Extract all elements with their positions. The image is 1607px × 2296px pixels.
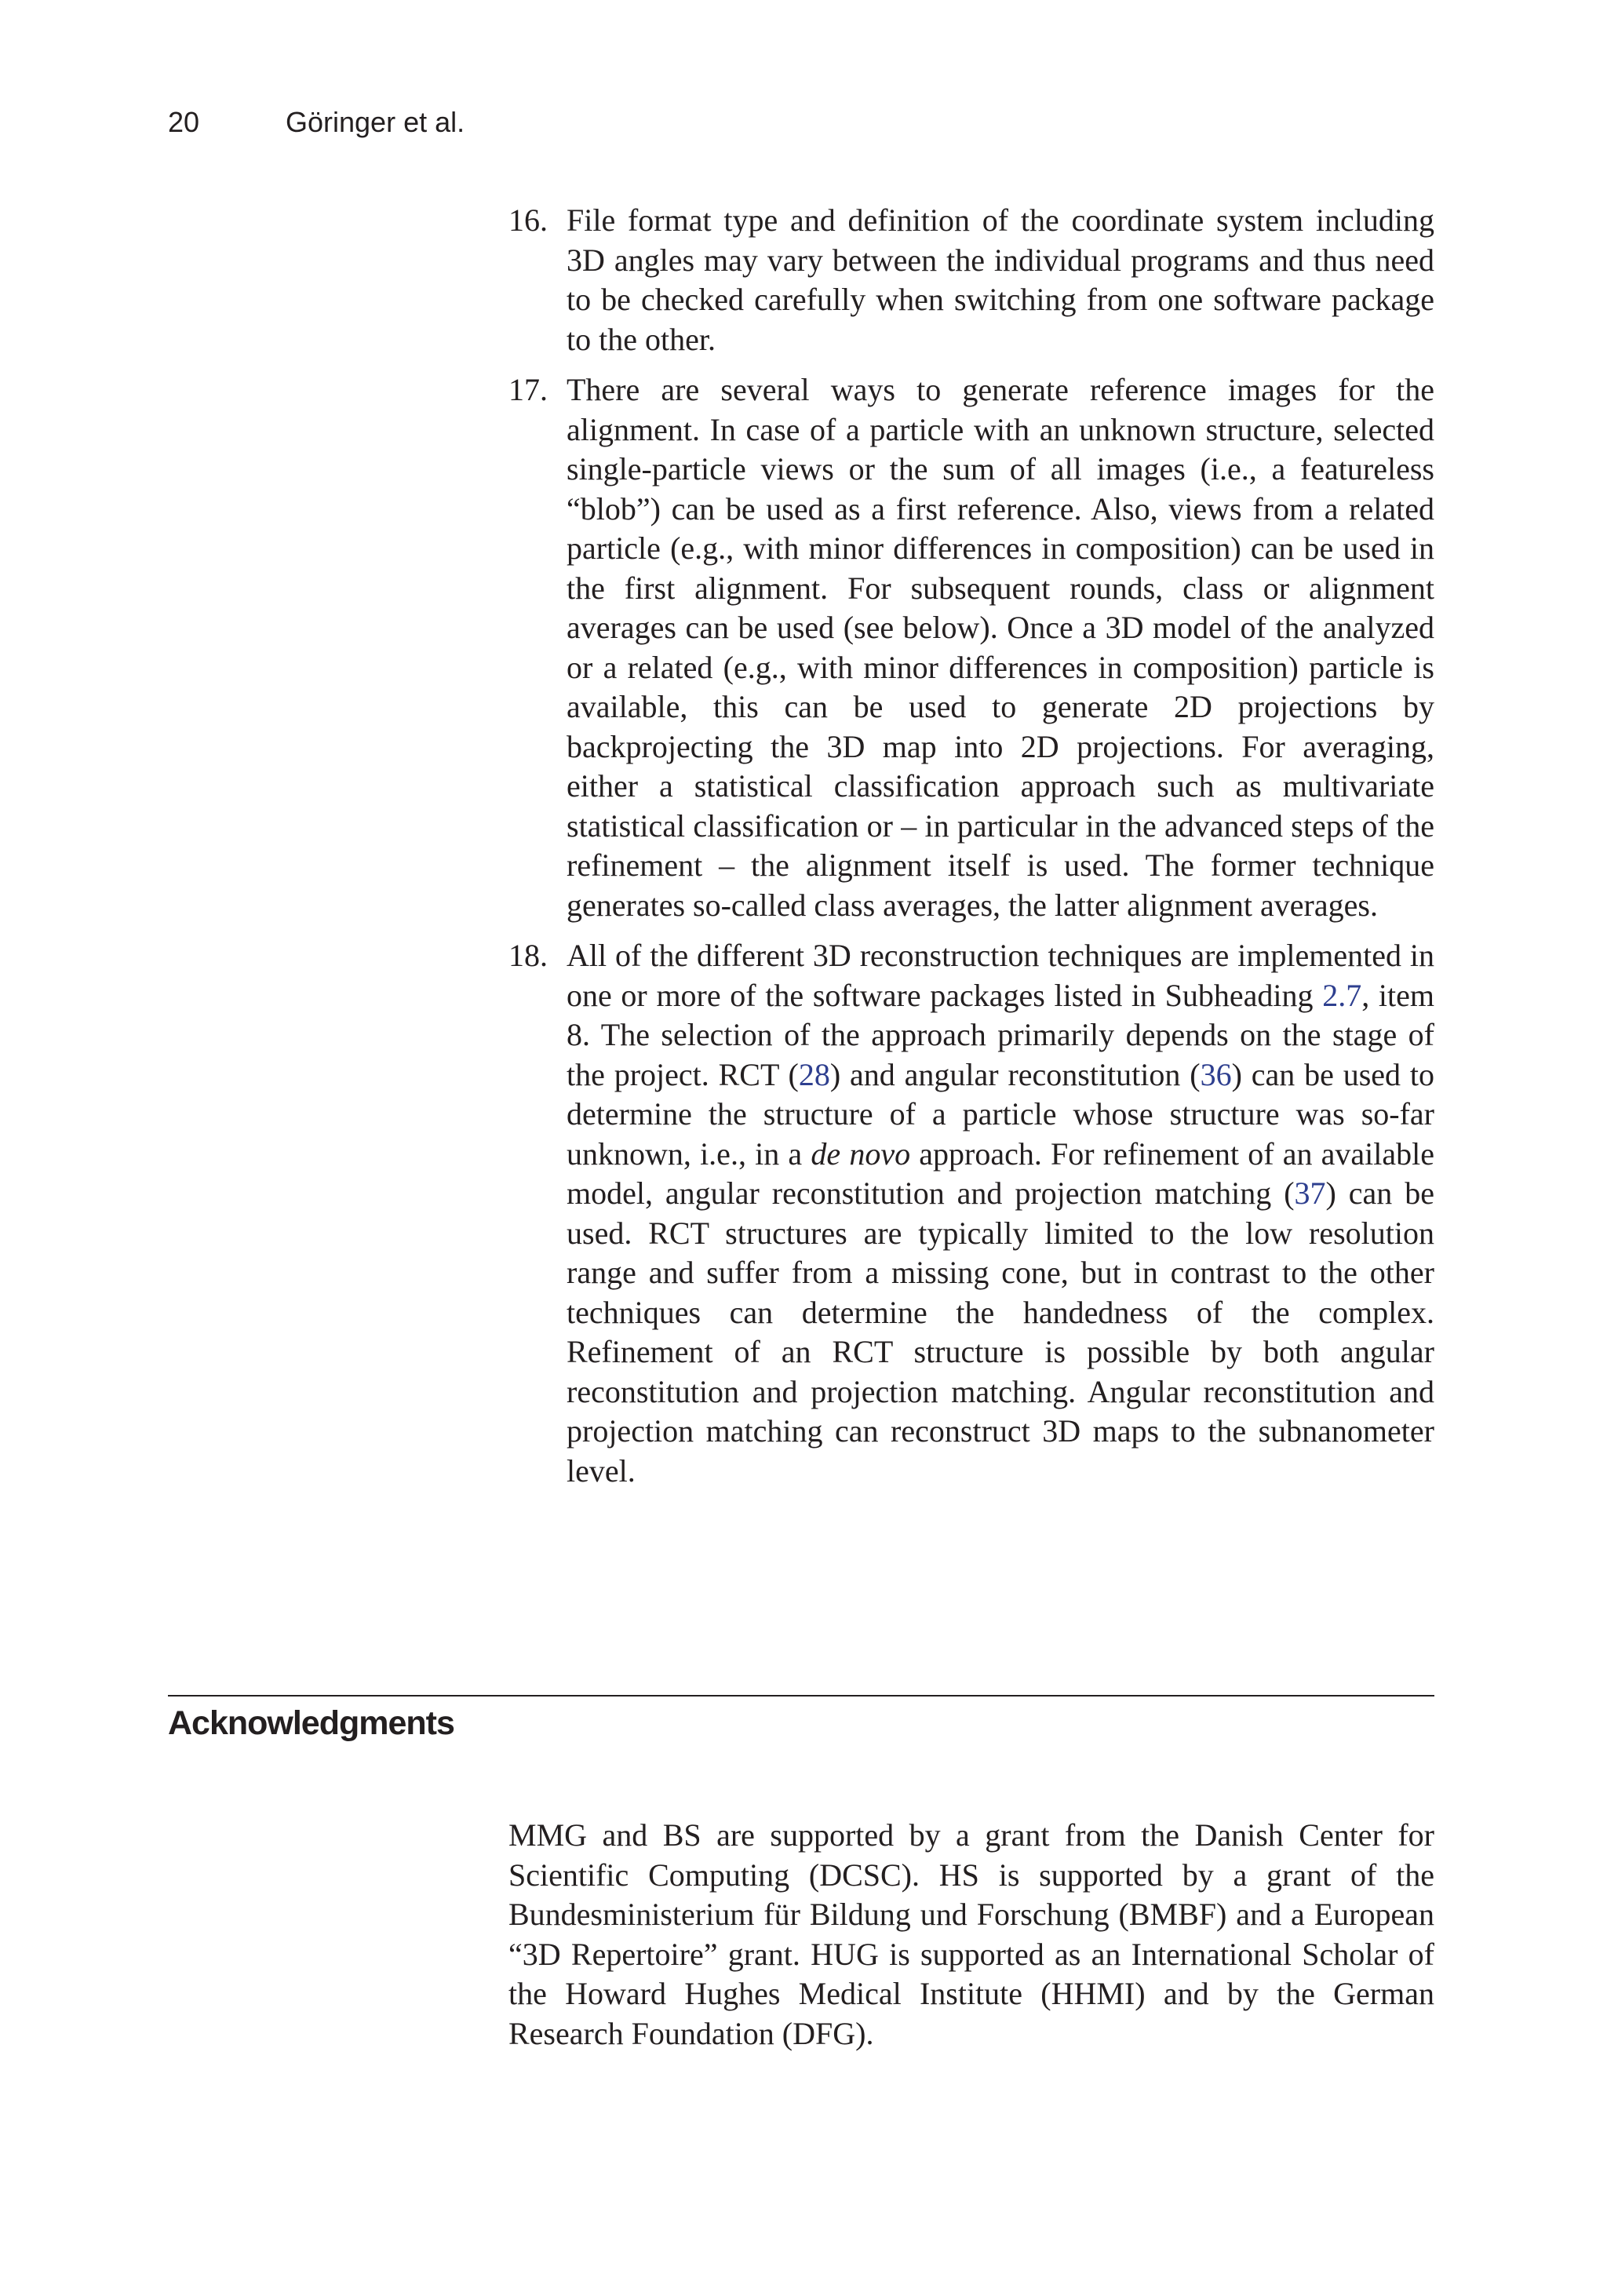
- note-text-segment: , item 8. The selection of the approach primarily depends on the stage of the project. RCT (: [567, 977, 1435, 1092]
- note-text: File format type and definition of the coordinate system including 3D angles may vary between the individual programs and thus need to be checked carefully when switching from one software package to the other.: [567, 202, 1434, 357]
- acknowledgments-text: MMG and BS are supported by a grant from the Danish Center for Scientific Computing (DCSC). HS is supported by a grant of the Bundesministerium für Bildung und Forschung (BMBF) and a European “3D Repertoire” grant. HUG is supported as an International Scholar of the Howard Hughes Medical Institute (HHMI) and by the German Research Foundation (DFG).: [508, 1817, 1434, 2051]
- note-text-segment: ) and angular reconstitution (: [829, 1056, 1201, 1092]
- note-text: [567, 936, 1434, 1491]
- italic-term: de novo: [811, 1135, 911, 1172]
- note-number: 16.: [508, 202, 548, 238]
- note-item-17: [508, 370, 1434, 925]
- note-text-segment: ) can be used to determine the structure of a particle whose structure was so-far unknown, i.e., in a: [567, 1056, 1435, 1172]
- note-number: 18.: [508, 938, 548, 973]
- running-title: Göringer et al.: [286, 106, 465, 138]
- page-number: 20: [168, 106, 200, 138]
- note-text-segment: All of the different 3D reconstruction techniques are implemented in one or more of the software packages listed in Subheading: [567, 938, 1434, 1013]
- note-item-16: [508, 201, 1434, 359]
- running-header: [168, 108, 465, 137]
- citation-link-28[interactable]: 28: [798, 1056, 830, 1092]
- note-item-18: [508, 936, 1434, 1491]
- subheading-link[interactable]: 2.7: [1322, 977, 1362, 1013]
- citation-link-36[interactable]: 36: [1200, 1056, 1232, 1092]
- note-number: 17.: [508, 372, 548, 407]
- section-divider: [168, 1695, 1434, 1696]
- citation-link-37[interactable]: 37: [1294, 1175, 1326, 1211]
- note-text-segment: approach. For refinement of an available model, angular reconstitution and projection matching (: [567, 1135, 1435, 1211]
- note-text: There are several ways to generate reference images for the alignment. In case of a particle with an unknown structure, selected single-particle views or the sum of all images (i.e., a featureless “blob”) can be used as a first reference. Also, views from a related particle (e.g., with minor differences in composition) can be used in the first alignment. For subsequent rounds, class or alignment averages can be used (see below). Once a 3D model of the analyzed or a related (e.g., with minor differences in composition) particle is available, this can be used to generate 2D projections by backprojecting the 3D map into 2D projections. For averaging, either a statistical classification approach such as multivariate statistical classification or – in particular in the advanced steps of the refinement – the alignment itself is used. The former technique generates so-called class averages, the latter alignment averages.: [567, 372, 1434, 923]
- notes-list: [508, 201, 1434, 1502]
- note-text-segment: ) can be used. RCT structures are typically limited to the low resolution range and suffer from a missing cone, but in contrast to the other techniques can determine the handedness of the complex. Refinement of an RCT structure is possible by both angular reconstitution and projection matching. Angular reconstitution and projection matching can reconstruct 3D maps to the subnanometer level.: [567, 1175, 1434, 1489]
- acknowledgments-heading: Acknowledgments: [168, 1704, 454, 1742]
